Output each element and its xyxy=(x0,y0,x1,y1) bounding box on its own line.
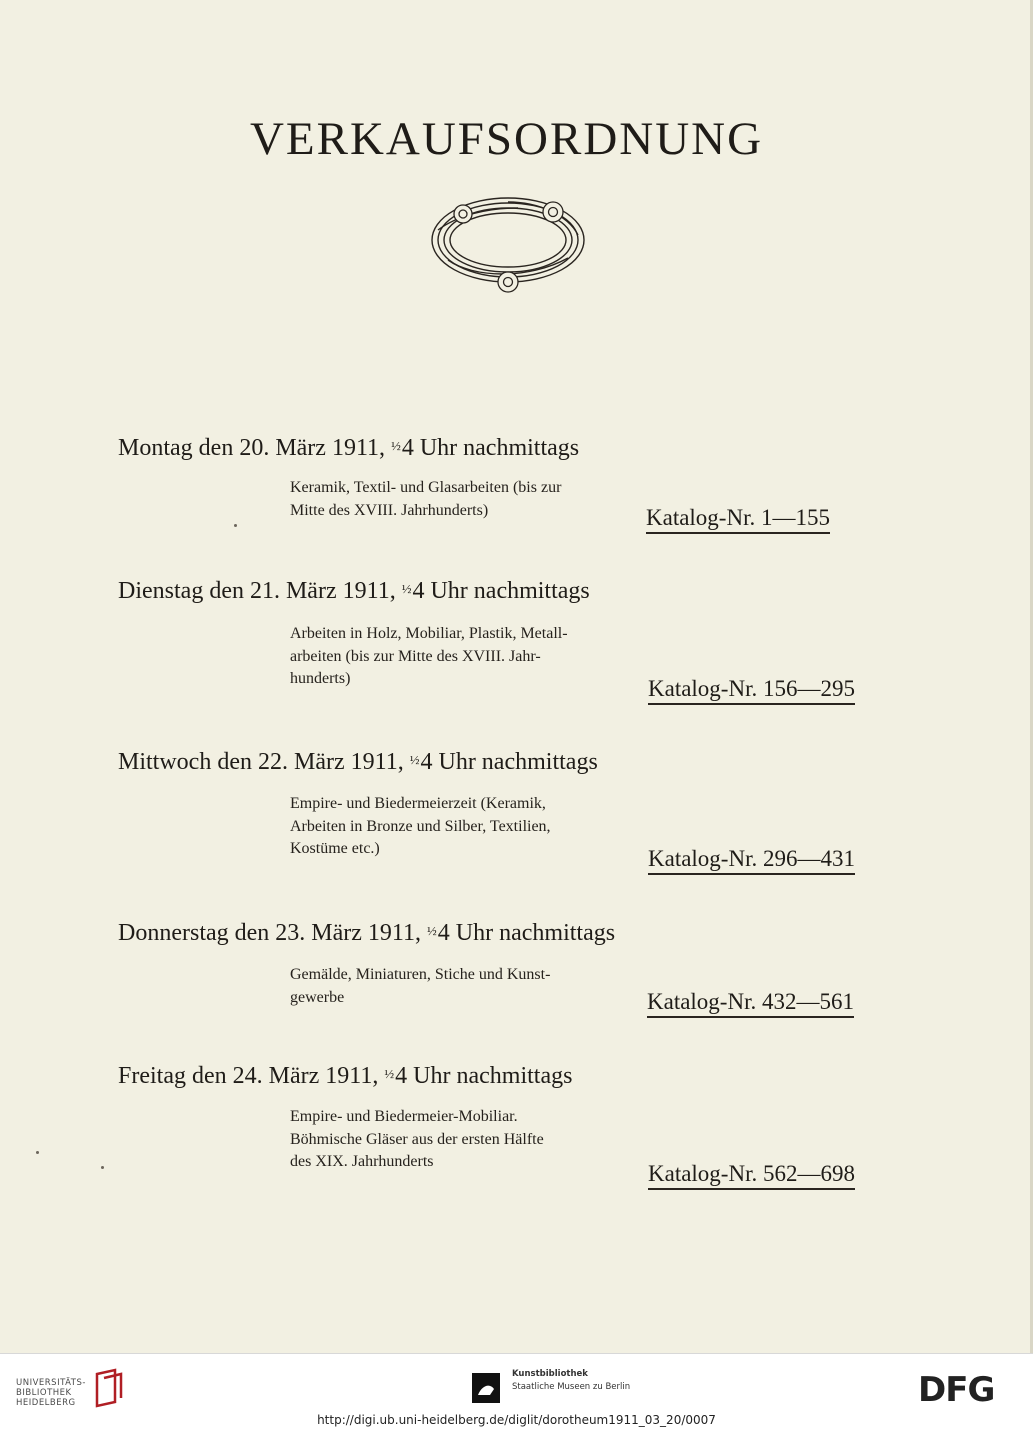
ub-line: BIBLIOTHEK xyxy=(16,1388,72,1398)
description-line: Kostüme etc.) xyxy=(290,840,380,857)
description-line: Keramik, Textil- und Glasarbeiten (bis zur xyxy=(290,479,562,496)
paper-speck xyxy=(234,524,237,527)
kunstbibliothek-label xyxy=(512,1368,630,1394)
kb-title: Kunstbibliothek xyxy=(512,1369,588,1379)
day-heading-wednesday xyxy=(118,749,598,776)
katalog-range-thursday: Katalog-Nr. 432—561 xyxy=(647,989,854,1018)
day-heading-time: 4 Uhr nachmittags xyxy=(395,1063,573,1089)
fraction-half: ½ xyxy=(391,438,401,453)
fraction-half: ½ xyxy=(409,752,420,767)
day-heading-text: Dienstag den 21. März 1911, xyxy=(118,578,396,604)
day-heading-monday xyxy=(118,435,579,462)
day-heading-time: 4 Uhr nachmittags xyxy=(401,435,580,461)
description-line: Arbeiten in Bronze und Silber, Textilien, xyxy=(290,817,551,835)
footer-bar xyxy=(0,1353,1033,1430)
day-heading-text: Donnerstag den 23. März 1911, xyxy=(118,920,422,946)
description-line: Böhmische Gläser aus der ersten Hälfte xyxy=(290,1130,544,1148)
description-line: Empire- und Biedermeier-Mobiliar. xyxy=(290,1108,518,1125)
paper-speck xyxy=(36,1151,39,1154)
katalog-range-friday: Katalog-Nr. 562—698 xyxy=(648,1161,855,1190)
fraction-half: ½ xyxy=(384,1066,395,1081)
ub-line: UNIVERSITÄTS- xyxy=(16,1378,86,1388)
day-heading-friday xyxy=(118,1063,572,1090)
ub-heidelberg-wordmark xyxy=(16,1378,86,1408)
day-description-wednesday xyxy=(290,793,640,861)
description-line: arbeiten (bis zur Mitte des XVIII. Jahr- xyxy=(290,647,541,665)
description-line: hunderts) xyxy=(290,670,351,687)
day-heading-thursday xyxy=(118,920,615,947)
description-line: gewerbe xyxy=(290,988,345,1006)
day-description-friday xyxy=(290,1106,640,1174)
day-description-monday xyxy=(290,477,640,522)
description-line: Gemälde, Miniaturen, Stiche und Kunst- xyxy=(290,966,551,983)
page-title: VERKAUFSORDNUNG xyxy=(249,113,764,165)
katalog-range-monday: Katalog-Nr. 1—155 xyxy=(646,505,830,534)
day-heading-time: 4 Uhr nachmittags xyxy=(420,749,598,775)
katalog-range-wednesday: Katalog-Nr. 296—431 xyxy=(648,846,855,875)
description-line: des XIX. Jahrhunderts xyxy=(290,1153,434,1170)
source-url-link[interactable]: http://digi.ub.uni-heidelberg.de/diglit/dorotheum1911_03_20/0007 xyxy=(317,1413,716,1427)
paper-speck xyxy=(101,1166,104,1169)
day-heading-text: Freitag den 24. März 1911, xyxy=(118,1063,379,1089)
day-heading-tuesday xyxy=(118,578,590,605)
katalog-range-tuesday: Katalog-Nr. 156—295 xyxy=(648,676,855,705)
fraction-half: ½ xyxy=(401,581,412,596)
fraction-half: ½ xyxy=(427,923,437,938)
kb-subtitle: Staatliche Museen zu Berlin xyxy=(512,1382,631,1392)
description-line: Mitte des XVIII. Jahrhunderts) xyxy=(290,501,489,519)
ub-heidelberg-logo-icon xyxy=(93,1368,125,1408)
day-description-tuesday xyxy=(290,623,640,691)
day-heading-text: Montag den 20. März 1911, xyxy=(118,435,386,461)
dfg-logo: DFG xyxy=(918,1370,995,1410)
wreath-ornament-icon xyxy=(428,190,588,300)
ub-line: HEIDELBERG xyxy=(16,1398,76,1408)
day-heading-time: 4 Uhr nachmittags xyxy=(437,920,616,946)
kunstbibliothek-logo-icon xyxy=(472,1373,500,1403)
day-heading-text: Mittwoch den 22. März 1911, xyxy=(118,749,404,775)
day-heading-time: 4 Uhr nachmittags xyxy=(412,578,590,604)
day-description-thursday xyxy=(290,964,640,1009)
description-line: Arbeiten in Holz, Mobiliar, Plastik, Metall- xyxy=(290,625,568,642)
description-line: Empire- und Biedermeierzeit (Keramik, xyxy=(290,795,546,812)
